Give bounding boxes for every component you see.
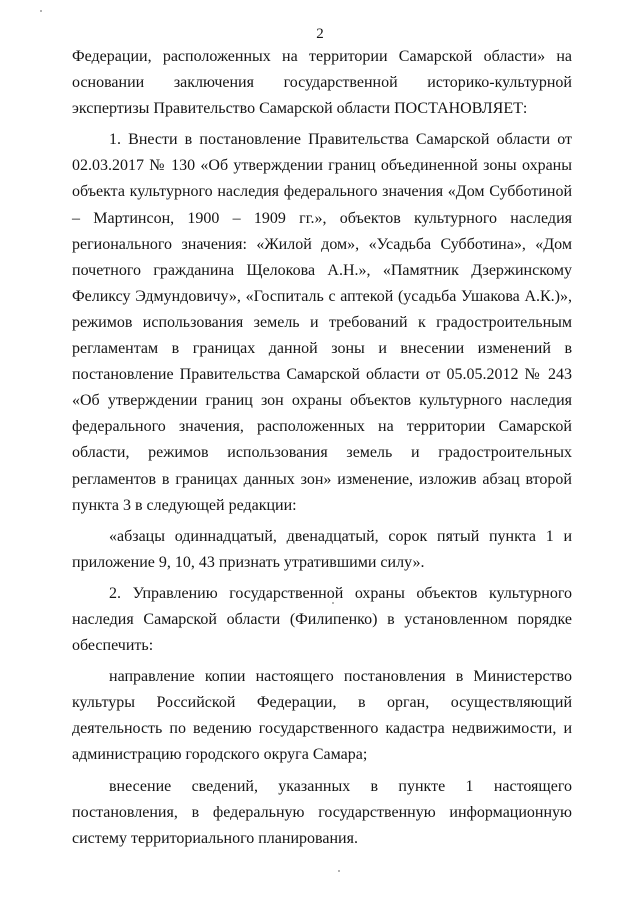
paragraph-subitem-info: внесение сведений, указанных в пункте 1 настоящего постановления, в федеральную государственную информационную систему территориального планирования. bbox=[72, 777, 572, 847]
paragraph-item-1: 1. Внести в постановление Правительства Самарской области от 02.03.2017 № 130 «Об утверждении границ объединенной зоны охраны объекта культурного наследия федерального значения «Дом Субботиной – Мартинсон, 1900 – 1909 гг.», объектов культурного наследия регионального значения: «Жилой дом», «Усадьба Субботина», «Дом почетного гражданина Щелокова А.Н.», «Памятник Дзержинскому Феликсу Эдмундовичу», «Госпиталь с аптекой (усадьба Ушакова А.К.)», режимов использования земель и требований к градостроительным регламентам в границах данной зоны и внесении изменений в постановление Правительства Самарской области от 05.05.2012 № 243 «Об утверждении границ зон охраны объектов культурного наследия федерального значения, расположенных на территории Самарской области, режимов использования земель и градостроительных регламентов в границах данных зон» изменение, изложив абзац второй пункта 3 в следующей редакции: bbox=[72, 131, 572, 514]
paragraph-subitem-copy: направление копии настоящего постановления в Министерство культуры Российской Федерации, в орган, осуществляющий деятельность по ведению государственного кадастра недвижимости, и администрацию городского округа Самара; bbox=[72, 668, 572, 764]
scan-artifact bbox=[338, 870, 340, 872]
scan-artifact bbox=[332, 602, 334, 604]
paragraph-item-2: 2. Управлению государственной охраны объектов культурного наследия Самарской области (Филипенко) в установленном порядке обеспечить: bbox=[72, 584, 572, 655]
scan-artifact bbox=[40, 10, 42, 12]
page-number: 2 bbox=[316, 26, 324, 42]
paragraph-intro: Федерации, расположенных на территории Самарской области» на основании заключения государственной историко-культурной экспертизы Правительство Самарской области ПОСТАНОВЛЯЕТ: bbox=[72, 48, 572, 118]
paragraph-quoted-amendment: «абзацы одиннадцатый, двенадцатый, сорок пятый пункта 1 и приложение 9, 10, 43 признать утратившими силу». bbox=[72, 527, 572, 571]
document-body bbox=[72, 44, 572, 852]
